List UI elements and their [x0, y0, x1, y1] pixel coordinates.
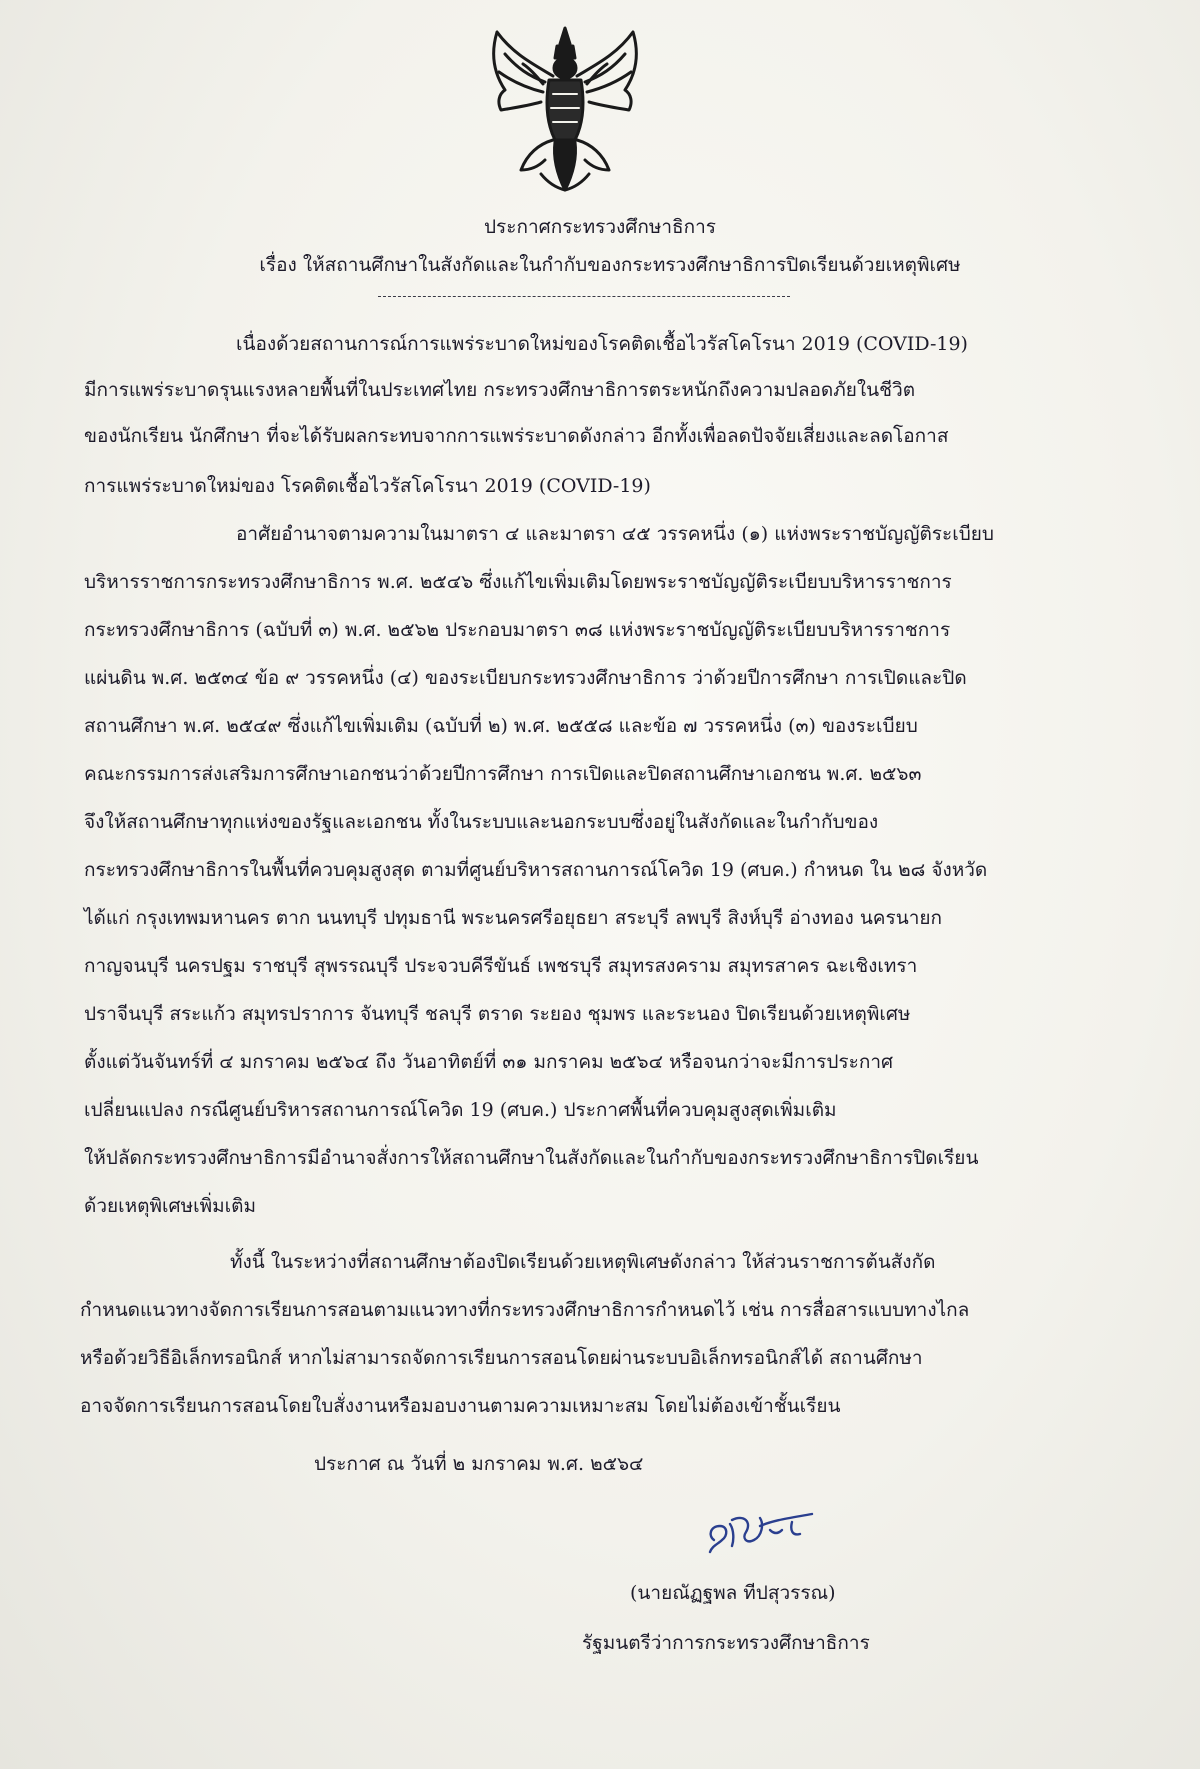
paragraph-3-line-3: หรือด้วยวิธีอิเล็กทรอนิกส์ หากไม่สามารถจัดการเรียนการสอนโดยผ่านระบบอิเล็กทรอนิกส์ได้ สถานศึกษา: [80, 1347, 923, 1369]
paragraph-2-line-11: ปราจีนบุรี สระแก้ว สมุทรปราการ จันทบุรี ชลบุรี ตราด ระยอง ชุมพร และระนอง ปิดเรียนด้วยเหตุพิเศษ: [84, 1003, 911, 1025]
announcement-date: ประกาศ ณ วันที่ ๒ มกราคม พ.ศ. ๒๕๖๔: [314, 1453, 644, 1475]
document-title: ประกาศกระทรวงศึกษาธิการ: [483, 216, 717, 238]
separator-line: [378, 296, 790, 297]
paragraph-2-line-6: คณะกรรมการส่งเสริมการศึกษาเอกชนว่าด้วยปีการศึกษา การเปิดและปิดสถานศึกษาเอกชน พ.ศ. ๒๕๖๓: [84, 763, 922, 785]
paragraph-2-line-15: ด้วยเหตุพิเศษเพิ่มเติม: [84, 1195, 257, 1217]
paragraph-1-line-2: มีการแพร่ระบาดรุนแรงหลายพื้นที่ในประเทศไทย กระทรวงศึกษาธิการตระหนักถึงความปลอดภัยในชีวิต: [84, 379, 916, 401]
signer-position: รัฐมนตรีว่าการกระทรวงศึกษาธิการ: [582, 1632, 870, 1654]
paragraph-3-line-1: ทั้งนี้ ในระหว่างที่สถานศึกษาต้องปิดเรียนด้วยเหตุพิเศษดังกล่าว ให้ส่วนราชการต้นสังกัด: [230, 1251, 936, 1273]
paragraph-2-line-10: กาญจนบุรี นครปฐม ราชบุรี สุพรรณบุรี ประจวบคีรีขันธ์ เพชรบุรี สมุทรสงคราม สมุทรสาคร ฉะเชิงเทรา: [84, 955, 918, 977]
paragraph-1-line-1: เนื่องด้วยสถานการณ์การแพร่ระบาดใหม่ของโรคติดเชื้อไวรัสโคโรนา 2019 (COVID-19): [236, 333, 968, 355]
paragraph-2-line-2: บริหารราชการกระทรวงศึกษาธิการ พ.ศ. ๒๕๔๖ ซึ่งแก้ไขเพิ่มเติมโดยพระราชบัญญัติระเบียบบริหารราชการ: [84, 571, 952, 593]
paragraph-3-line-4: อาจจัดการเรียนการสอนโดยใบสั่งงานหรือมอบงานตามความเหมาะสม โดยไม่ต้องเข้าชั้นเรียน: [80, 1395, 841, 1417]
paragraph-2-line-8: กระทรวงศึกษาธิการในพื้นที่ควบคุมสูงสุด ตามที่ศูนย์บริหารสถานการณ์โควิด 19 (ศบค.) กำหนด ใน ๒๘ จังหวัด: [84, 859, 988, 881]
paragraph-2-line-12: ตั้งแต่วันจันทร์ที่ ๔ มกราคม ๒๕๖๔ ถึง วันอาทิตย์ที่ ๓๑ มกราคม ๒๕๖๔ หรือจนกว่าจะมีการประกาศ: [84, 1051, 894, 1073]
paragraph-2-line-9: ได้แก่ กรุงเทพมหานคร ตาก นนทบุรี ปทุมธานี พระนครศรีอยุธยา สระบุรี ลพบุรี สิงห์บุรี อ่างทอง นครนายก: [84, 907, 943, 929]
paragraph-2-line-7: จึงให้สถานศึกษาทุกแห่งของรัฐและเอกชน ทั้งในระบบและนอกระบบซึ่งอยู่ในสังกัดและในกำกับของ: [84, 811, 879, 833]
paragraph-2-line-13: เปลี่ยนแปลง กรณีศูนย์บริหารสถานการณ์โควิด 19 (ศบค.) ประกาศพื้นที่ควบคุมสูงสุดเพิ่มเติม: [84, 1099, 837, 1121]
paragraph-2-line-5: สถานศึกษา พ.ศ. ๒๕๔๙ ซึ่งแก้ไขเพิ่มเติม (ฉบับที่ ๒) พ.ศ. ๒๕๕๘ และข้อ ๗ วรรคหนึ่ง (๓) ของระเบียบ: [84, 715, 918, 737]
paragraph-1-line-4: การแพร่ระบาดใหม่ของ โรคติดเชื้อไวรัสโคโรนา 2019 (COVID-19): [84, 475, 651, 497]
paragraph-1-line-3: ของนักเรียน นักศึกษา ที่จะได้รับผลกระทบจากการแพร่ระบาดดังกล่าว อีกทั้งเพื่อลดปัจจัยเสี่ยงและลดโอกาส: [84, 425, 949, 447]
garuda-emblem-icon: [483, 24, 647, 196]
paragraph-2-line-3: กระทรวงศึกษาธิการ (ฉบับที่ ๓) พ.ศ. ๒๕๖๒ ประกอบมาตรา ๓๘ แห่งพระราชบัญญัติระเบียบบริหารราชการ: [84, 619, 951, 641]
paragraph-2-line-4: แผ่นดิน พ.ศ. ๒๕๓๔ ข้อ ๙ วรรคหนึ่ง (๔) ของระเบียบกระทรวงศึกษาธิการ ว่าด้วยปีการศึกษา การเปิดและปิด: [84, 667, 967, 689]
paragraph-2-line-14: ให้ปลัดกระทรวงศึกษาธิการมีอำนาจสั่งการให้สถานศึกษาในสังกัดและในกำกับของกระทรวงศึกษาธิการปิดเรียน: [84, 1147, 979, 1169]
paragraph-2-line-1: อาศัยอำนาจตามความในมาตรา ๔ และมาตรา ๔๕ วรรคหนึ่ง (๑) แห่งพระราชบัญญัติระเบียบ: [236, 523, 994, 545]
paragraph-3-line-2: กำหนดแนวทางจัดการเรียนการสอนตามแนวทางที่กระทรวงศึกษาธิการกำหนดไว้ เช่น การสื่อสารแบบทางไกล: [80, 1299, 970, 1321]
document-subject: เรื่อง ให้สถานศึกษาในสังกัดและในกำกับของกระทรวงศึกษาธิการปิดเรียนด้วยเหตุพิเศษ: [259, 254, 961, 276]
handwritten-signature: [700, 1500, 820, 1560]
signer-name: (นายณัฏฐพล ทีปสุวรรณ): [630, 1582, 836, 1604]
